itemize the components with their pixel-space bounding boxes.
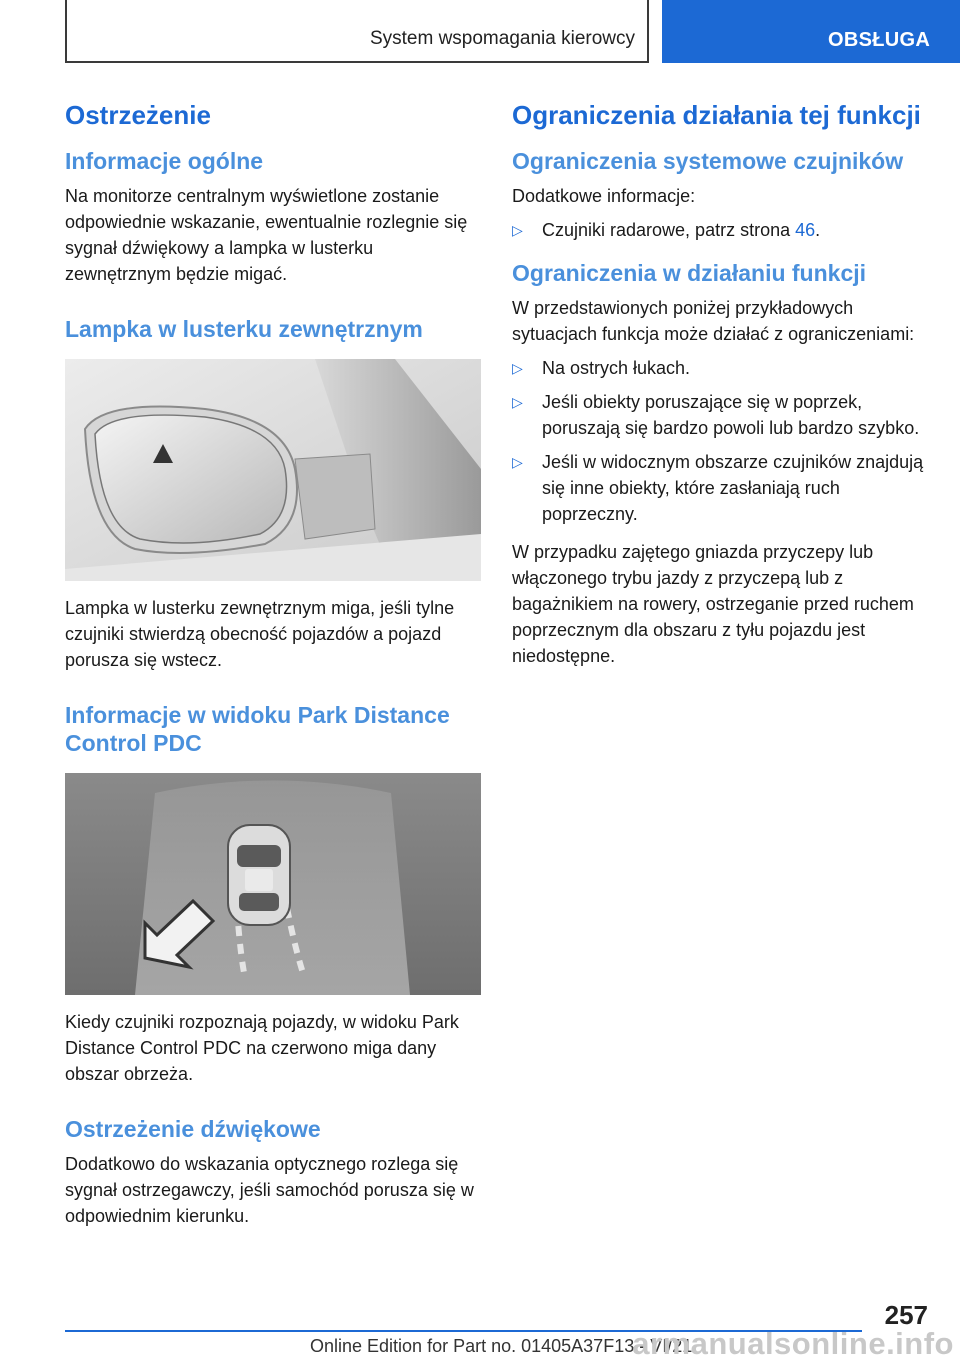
section-text-acoustic-warning: Dodatkowo do wskazania optycznego rozlega się sygnał ostrzegawczy, jeśli samochód porusza się w odpowiednim kierunku. (65, 1154, 474, 1227)
section-text-trailer-note: W przypadku zajętego gniazda przyczepy lub włączonego trybu jazdy z przyczepą lub z bagażnikiem na rowery, ostrzeganie przed ruchem poprzecznym dla obszaru z tyłu pojazdu jest niedostępne. (512, 542, 914, 667)
sensor-limits-list (512, 217, 932, 243)
list-item: ▷ Jeśli obiekty poruszające się w poprzek, poruszają się bardzo powoli lub bardzo szybko. (512, 389, 932, 441)
section-text-additional-info: Dodatkowe informacje: (512, 186, 696, 207)
section-text-function-limits: W przedstawionych poniżej przykładowych sytuacjach funkcja może działać z ograniczeniami: (512, 298, 915, 345)
car-icon (228, 825, 290, 925)
mirror-illustration (65, 359, 481, 581)
page-number: 257 (884, 1300, 928, 1330)
limitations-title: Ograniczenia działania tej funkcji (512, 100, 921, 130)
header-box (65, 0, 649, 63)
section-text-general-info: Na monitorze centralnym wyświetlone zostanie odpowiednie wskazanie, ewentualnie rozlegnie się sygnał dźwiękowy a lampka w lusterku zewnętrznym będzie migać. (65, 186, 468, 285)
bullet-triangle-icon: ▷ (512, 394, 523, 411)
bullet-triangle-icon: ▷ (512, 222, 523, 239)
page-title: Ostrzeżenie (65, 100, 211, 130)
list-item: ▷ Na ostrych łukach. (512, 355, 932, 381)
section-title-pdc-view: Informacje w widoku Park Distance Control PDC (65, 702, 450, 757)
section-title-sensor-limits: Ograniczenia systemowe czujników (512, 148, 904, 175)
section-title-acoustic-warning: Ostrzeżenie dźwiękowe (65, 1116, 321, 1143)
list-item: ▷ Jeśli w widocznym obszarze czujników znajdują się inne obiekty, które zasłaniają ruch poprzeczny. (512, 449, 932, 527)
header-tab-label: OBSŁUGA (828, 29, 931, 51)
header-section-title: System wspomagania kierowcy (369, 28, 635, 49)
section-title-mirror-lamp: Lampka w lusterku zewnętrznym (65, 316, 423, 343)
function-limits-list (512, 355, 932, 527)
page-reference-link[interactable]: 46 (795, 220, 816, 241)
bullet-triangle-icon: ▷ (512, 454, 523, 471)
right-column (512, 100, 932, 669)
watermark: armanualsonline.info (632, 1326, 954, 1361)
section-text-pdc-view: Kiedy czujniki rozpoznają pojazdy, w widoku Park Distance Control PDC na czerwono miga dany obszar obrzeża. (65, 1012, 459, 1085)
bullet-triangle-icon: ▷ (512, 360, 523, 377)
list-item: ▷ Czujniki radarowe, patrz strona 46. (512, 217, 932, 243)
section-title-function-limits: Ograniczenia w działaniu funkcji (512, 260, 867, 287)
footer-edition: Online Edition for Part no. 01405A37F13 - VI/21 (310, 1336, 693, 1356)
pdc-view-illustration (65, 773, 481, 995)
header-tab[interactable] (662, 0, 960, 63)
left-column (65, 100, 483, 1229)
section-title-general-info: Informacje ogólne (65, 148, 264, 175)
section-text-mirror-lamp: Lampka w lusterku zewnętrznym miga, jeśli tylne czujniki stwierdzą obecność pojazdów a pojazd porusza się wstecz. (65, 598, 455, 671)
